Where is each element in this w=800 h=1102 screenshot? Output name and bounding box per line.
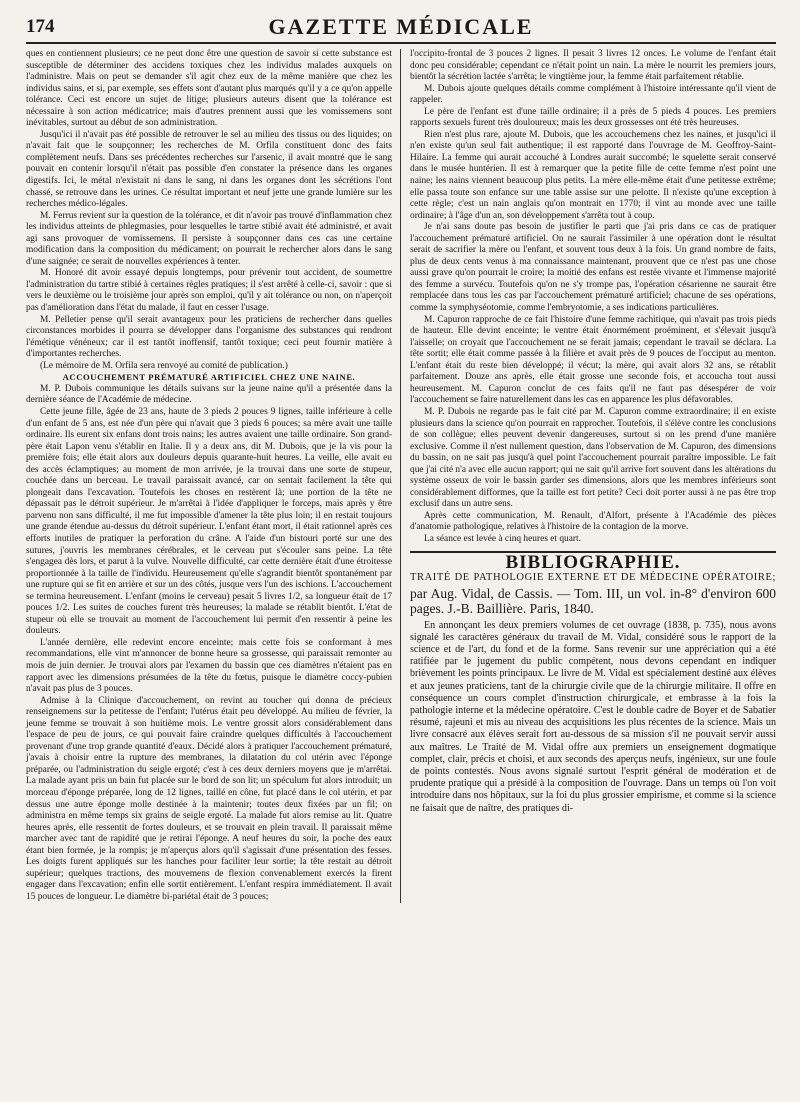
review-body [410,620,776,815]
two-column-body [26,49,776,903]
section-heading: ACCOUCHEMENT PRÉMATURÉ ARTIFICIEL CHEZ UNE NAINE. [62,372,356,383]
page-header [26,14,776,44]
paragraph: Le père de l'enfant est d'une taille ordinaire; il a près de 5 pieds 4 pouces. Les premiers rapports sexuels furent très douloureux; mais les deux grossesses ont été très heureuses. [410,106,776,129]
paragraph: M. Honoré dit avoir essayé depuis longtemps, pour prévenir tout accident, de soumettre l'administration du tartre stibié à certaines règles pratiques; il s'est arrêté à celle-ci, savoir : que si vers le deuxième ou le troisième jour après son emploi, qu'il y ait tolérance ou non, on n'aperçoit pas d'amélioration dans l'état du malade, il faut en cesser l'usage. [26,268,392,314]
paragraph: l'occipito-frontal de 3 pouces 2 lignes. Il pesait 3 livres 12 onces. Le volume de l'enfant était donc peu considérable; cependant ce n'était point un nain. La mère le nourrit les premiers jours, bientôt la sécrétion lactée s'arrêta; le vingtième jour, la femme était parfaitement rétablie. [410,49,776,83]
paragraph: M. P. Dubois ne regarde pas le fait cité par M. Capuron comme extraordinaire; il en existe plusieurs dans la science qu'on pourrait en rapprocher. Toutefois, il s'élève contre les conclusions de son collègue; elles peuvent devenir dangereuses, surtout si on les prend d'une manière exclusive. Comme il n'est nullement question, dans l'observation de M. Capuron, des dimensions du bassin, on ne sait pas jusqu'à quel point l'accouchement pourrait paraître impossible. Le fait que j'ai cité n'a avec elle aucun rapport; qui ne sait qu'il arrive fort souvent dans les altérations du système osseux de voir le bassin garder ses dimensions, alors que les membres inférieurs sont considérablement difformes, que la taille est fort petite? Ceci doit porter aussi à ne pas être trop exclusif dans un autre sens. [410,406,776,510]
paragraph: En annonçant les deux premiers volumes de cet ouvrage (1838, p. 735), nous avons signalé les caractères généraux du travail de M. Vidal, considéré sous le rapport de la science et de l'art, du fond et de la forme. Sans revenir sur une appréciation qui a été ratifiée par le jugement du public compétent, nous devons cependant en indiquer brièvement les points principaux. Le livre de M. Vidal est spécialement destiné aux élèves et aux jeunes praticiens, tant de la chirurgie civile que de la chirurgie militaire. Il offre en conséquence un cours complet d'instruction chirurgicale, et embrasse à la fois la pathologie interne et la médecine opératoire. C'est le double cadre de Boyer et de Sabatier résumé, rajeuni et mis au niveau des acquisitions les plus récentes de la science. Mais un livre consacré aux élèves serait fort au-dessous de sa mission s'il ne pouvait servir aussi aux maîtres. Le Traité de M. Vidal offre aux premiers un enseignement dogmatique complet, clair, précis et choisi, et aux seconds des aperçus neufs, ingénieux, sur une foule de points contestés. Nous avons signalé surtout l'esprit général de modération et de prudente pratique qui a présidé à la composition de l'ouvrage. Dans un temps où l'on voit introduire dans nos hôpitaux, sur la foi du plus grossier empirisme, et comme si la science ne faisait que de naître, des pratiques di- [410,619,776,814]
right-column [401,49,776,903]
page-number: 174 [26,16,55,37]
book-reference [410,568,776,617]
paragraph: Je n'ai sans doute pas besoin de justifier le parti que j'ai pris dans ce cas de pratiquer l'accouchement prématuré artificiel. On ne saurait l'assimiler à une opération dont le résultat serait de sacrifier la mère ou l'enfant, et souvent tous deux à la fois. Un grand nombre de faits, plus de deux cents venus à ma connaissance maintenant, prouvent que ce n'est pas une chose aussi grave qu'on pourrait le croire; la moitié des enfans est restée vivante et l'immense majorité des femme a survécu. Toutefois qu'on ne s'y trompe pas, l'opération césarienne ne saurait être remplacée dans tous les cas par l'accouchement prématuré artificiel; chacune de ses opérations, comme la symphyséotomie, comme l'embryotomie, a ses indications particulières. [410,222,776,314]
paragraph: (Le mémoire de M. Orfila sera renvoyé au comité de publication.) [40,360,288,371]
paragraph: ques en contiennent plusieurs; ce ne peut donc être une question de savoir si cette substance est susceptible de déterminer des accidens toxiques chez les individus malades auxquels on l'administre. Mais on peut se demander s'il agit chez eux de la même manière que chez les individus sains, et si, par exemple, ses effets sont d'autant plus marqués qu'il y a ce qu'on appelle tolérance. Ceci est encore un sujet de litige; plusieurs auteurs disent que la tolérance est nécessaire à son action médicatrice; mais d'autres prennent aussi que les vomissemens sont inévitables, surtout au début de son administration. [26,49,392,129]
book-details: par Aug. Vidal, de Cassis. — Tom. III, un vol. in-8° d'environ 600 pages. J.-B. Baillière. Paris, 1840. [410,585,776,617]
paragraph: M. P. Dubois communique les détails suivans sur la jeune naine qu'il a présentée dans la dernière séance de l'Académie de médecine. [26,383,392,406]
paragraph: Admise à la Clinique d'accouchement, on revint au toucher qui donna de précieux renseignemens sur la petitesse de l'enfant; l'utérus était peu développé. Au milieu de février, la jeune femme se trouvait à son huitième mois. Le ventre grossit alors considérablement dans l'espace de peu de jours, ce qui pouvait faire craindre quelques difficultés à l'accouchement provenant d'une trop grande quantité d'eaux. Décidé alors à pratiquer l'accouchement prématuré, j'avais à choisir entre la rupture des membranes, la dilatation du col utérin avec l'éponge préparée, ou l'administration du seigle ergoté; c'est à ces deux derniers moyens que je m'arrêtai. La malade ayant pris un bain fut placée sur le bord de son lit; un spéculum fut alors introduit; un morceau d'éponge préparée, long de 12 lignes, taillé en cône, fut placé dans le col utérin, et par dessus une autre éponge molle destinée à la maintenir; toutes deux fixées par un fil; on administra en même temps six grains de seigle ergoté. La malade fut alors remise au lit. Quatre heures après, elle ressentit de fortes douleurs, et se trouvait en plein travail. Il paraissait même marcher avec tant de rapidité que je retirai l'éponge. A neuf heures du soir, la poche des eaux étant bien formée, je la rompis; je m'aperçus alors qu'il s'agissait d'une présentation des fesses. Les doigts furent appliqués sur les hanches pour faciliter leur sortie; la tête restait au détroit supérieur; quelques tractions, des mouvemens de flexion convenablement exercés la firent engager dans l'excavation; enfin elle sortit entièrement. L'enfant respira immédiatement. Il avait 15 pouces de longueur. Le diamètre bi-pariétal était de 3 pouces; [26,695,392,902]
paragraph: M. Ferrus revient sur la question de la tolérance, et dit n'avoir pas trouvé d'inflammation chez les individus atteints de phlegmasies, pour lesquelles le tartre stibié avait été administré, et avait agi sans provoquer de vomissemens. Il persiste à soupçonner dans ces cas une certaine modification dans la composition du médicament; on pourrait le rechercher alors dans le sang d'une saignée; ce serait de nouvelles expériences à tenter. [26,210,392,267]
book-title: TRAITÉ DE PATHOLOGIE EXTERNE ET DE MÉDECINE OPÉRATOIRE; [410,572,776,584]
paragraph: Rien n'est plus rare, ajoute M. Dubois, que les accouchemens chez les naines, et jusqu'ici il n'en existe qu'un seul fait authentique; il est rapporté dans l'ouvrage de M. Geoffroy-Saint-Hilaire. La femme qui aurait accouché à Londres aurait succombé; le squelette serait conservé dans le musée huntérien. Il est à remarquer que la petite fille de cette femme n'est point une naine; les nains viennent beaucoup plus petits. La mère elle-même était d'une petitesse extrême; elle passa toute son enfance sur une table assise sur une pelotte. Il n'existe qu'une exception à cette règle; c'est un nain anglais qu'on montrait en 1770; il vint au monde avec une taille ordinaire; à l'âge d'un an, son développement s'arrêta tout à coup. [410,129,776,221]
paragraph: M. Capuron rapproche de ce fait l'histoire d'une femme rachitique, qui n'avait pas trois pieds de hauteur. Elle devint enceinte; le ventre était énormément proéminent, et s'élevait jusqu'à l'aisselle; on croyait que l'accouchement ne se ferait jamais; cependant le travail se déclara. La tête sortit; elle était comme passée à la filière et avait près de 9 pouces de l'occiput au menton. L'enfant était du reste bien développé; il vécut; la mère, qui avait alors 32 ans, se rétablit parfaitement. Douze ans après, elle était grosse une seconde fois, et accoucha tout aussi heureusement. M. Capuron conclut de ces faits qu'il ne faut pas désespérer de voir l'accouchement se faire naturellement dans les cas en apparence les plus défavorables. [410,314,776,406]
paragraph: Cette jeune fille, âgée de 23 ans, haute de 3 pieds 2 pouces 9 lignes, taille inférieure à celle d'un enfant de 5 ans, est née d'un père qui n'avait que 3 pieds 6 pouces; sa mère avait une taille ordinaire. Ils eurent six enfans dont trois nains; les autres avaient une taille ordinaire. Son grand-père était Lapon venu s'établir en Italie. Il y a deux ans, dit M. Dubois, que je la vis pour la première fois; elle était alors aux douleurs depuis quarante-huit heures. La veille, elle avait eu des accès éclamptiques; au moment de mon arrivée, je la trouvai dans une sorte de stupeur, couchée dans un berceau. Le travail paraissait avancé, car on sentait facilement la tête qui plongeait dans l'excavation. Toutefois les choses en restèrent là; une portion de la tête ne dépassait pas le détroit supérieur. Je m'arrêtai à l'idée d'appliquer le forceps, mais après y être parvenu non sans difficulté, il me fut impossible d'amener la tête plus loin; il en restait toujours une grande étendue au-dessus du détroit supérieur. L'enfant étant mort, il était rationnel après ces efforts inutiles de pratiquer la perforation du crâne. A l'aide d'un bistouri porté sur une des sutures, j'ouvris les membranes cérébrales, et le cerveau put s'écouler sans peine. La tête s'engagea dès lors, et parut à la vulve. Nouvelle difficulté, car cette dernière était d'une étroitesse proportionnée à la taille de l'individu. Heureusement qu'elle s'agrandit bientôt spontanément par une rupture qui se fit en arrière et sur un des côtés, jusque vers l'un des ischions. L'accouchement se termina heureusement. L'enfant (moins le cerveau) pesait 5 livres 1/2, sa longueur était de 17 pouces 1/2. Les suites de couches furent très heureuses; la malade se rétablit bientôt. L'état de stupeur où elle se trouvait au moment de l'accouchement lui permit d'en ressentir à peine les douleurs. [26,406,392,637]
left-column [26,49,401,903]
journal-title: GAZETTE MÉDICALE [268,14,534,39]
paragraph: Après cette communication, M. Renault, d'Alfort, présente à l'Académie des pièces d'anatomie pathologique, relatives à l'histoire de la contagion de la morve. [410,510,776,533]
paragraph: L'année dernière, elle redevint encore enceinte; mais cette fois se conformant à mes recommandations, elle vint m'annoncer de bonne heure sa grossesse, qui paraissait remonter au mois de juin dernier. Je trouvai alors par l'examen du bassin que ces diamètres n'étaient pas en rapport avec les dimensions présumées de la tête du fœtus, puisque le diamètre coccy-pubien n'avait pas plus de 3 pouces. [26,637,392,695]
paragraph: La séance est levée à cinq heures et quart. [424,533,581,544]
paragraph: M. Pelletier pense qu'il serait avantageux pour les praticiens de rechercher dans quelles circonstances morbides il pourra se développer dans l'organisme des substances qui rendront l'émétique vénéneux; car il est tantôt inoffensif, tantôt toxique; ceci peut fournir matière à d'importantes recherches. [26,314,392,360]
bibliography-heading: BIBLIOGRAPHIE. [505,551,681,573]
paragraph: M. Dubois ajoute quelques détails comme complément à l'histoire intéressante qu'il vient de rappeler. [410,83,776,106]
paragraph: Jusqu'ici il n'avait pas été possible de retrouver le sel au milieu des tissus ou des liquides; on n'avait fait que le soupçonner; les recherches de M. Orfila constituent donc des faits complètement neufs. Dans ses précédentes recherches sur l'arsenic, il avait montré que le sang pouvait en contenir lorsqu'il n'était pas possible d'en constater la présence dans les organes digestifs. Ici, le métal n'existait ni dans le sang, ni dans les organes dont les sécrétions l'ont chassé, se retrouve dans les urines. Ce résultat important et neuf jette une grande lumière sur les recherches médico-légales. [26,129,392,210]
